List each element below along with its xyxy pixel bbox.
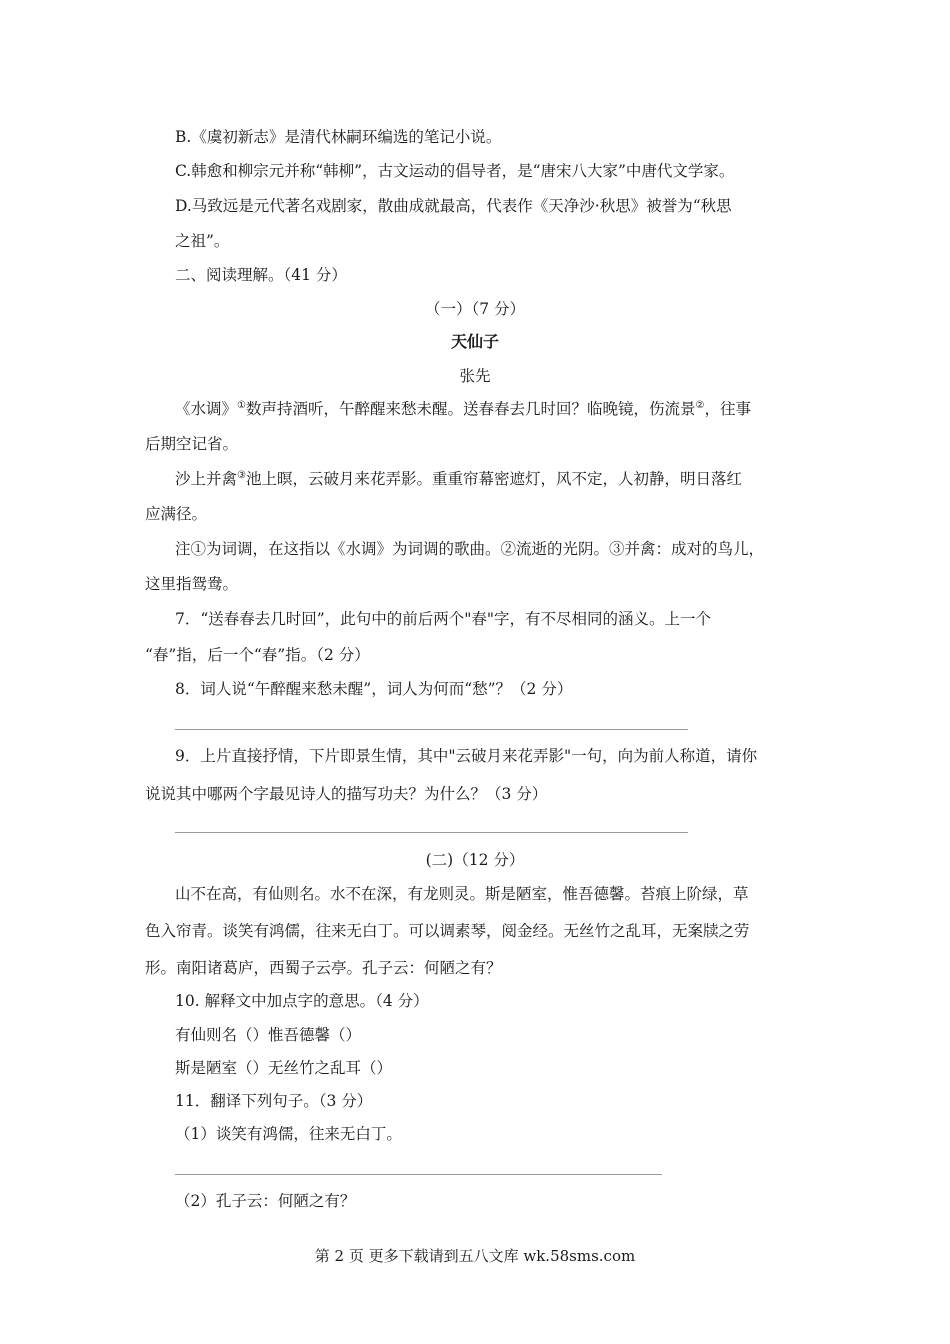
poem-stanza2-line2: 应满径。 xyxy=(145,505,208,523)
question-7-line2: “春”指，后一个“春”指。（2 分） xyxy=(145,646,370,664)
answer-line-q11-1 xyxy=(175,1174,662,1175)
footnote-marker-1: ① xyxy=(237,399,246,411)
question-10-item2: 斯是陋室（）无丝竹之乱耳（） xyxy=(175,1059,393,1077)
section-heading: 二、阅读理解。（41 分） xyxy=(175,266,347,284)
option-c: C.韩愈和柳宗元并称“韩柳”，古文运动的倡导者，是“唐宋八大家”中唐代文学家。 xyxy=(175,162,735,180)
question-10: 10. 解释文中加点字的意思。（4 分） xyxy=(175,992,429,1010)
question-11-item2: （2）孔子云：何陋之有？ xyxy=(175,1192,356,1210)
question-11-item1: （1）谈笑有鸿儒，往来无白丁。 xyxy=(175,1125,402,1143)
footnote-marker-2: ② xyxy=(695,399,705,411)
poem-title: 天仙子 xyxy=(450,332,499,351)
option-b: B.《虞初新志》是清代林嗣环编选的笔记小说。 xyxy=(175,128,502,146)
question-8: 8．词人说“午醉醒来愁未醒”，词人为何而“愁”？（2 分） xyxy=(175,680,573,698)
passage-line3: 形。南阳诸葛庐，西蜀子云亭。孔子云：何陋之有？ xyxy=(145,959,502,977)
question-9-line1: 9．上片直接抒情，下片即景生情，其中"云破月来花弄影"一句，向为前人称道，请你 xyxy=(175,747,758,765)
passage-line2: 色入帘青。谈笑有鸿儒，往来无白丁。可以调素琴，阅金经。无丝竹之乱耳，无案牍之劳 xyxy=(145,922,750,940)
option-d-line1: D.马致远是元代著名戏剧家，散曲成就最高，代表作《天净沙·秋思》被誉为“秋思 xyxy=(175,197,732,215)
page-footer: 第 2 页 更多下载请到五八文库 wk.58sms.com xyxy=(314,1247,636,1265)
option-d-line2: 之祖”。 xyxy=(175,232,230,250)
question-11: 11．翻译下列句子。（3 分） xyxy=(175,1092,373,1110)
footnote-marker-3: ③ xyxy=(237,469,246,481)
poem-stanza1-line1: 《水调》①数声持酒听，午醉醒来愁未醒。送春春去几时回？临晚镜，伤流景②，往事 xyxy=(175,399,751,418)
part1-heading: （一）（7 分） xyxy=(424,300,526,318)
poem-author: 张先 xyxy=(459,367,491,385)
poem-notes-line1: 注①为词调，在这指以《水调》为词调的歌曲。②流逝的光阴。③并禽：成对的鸟儿， xyxy=(175,540,765,558)
question-9-line2: 说说其中哪两个字最见诗人的描写功夫？为什么？（3 分） xyxy=(145,785,548,803)
part2-heading: (二)（12 分） xyxy=(425,851,525,869)
poem-stanza1-line2: 后期空记省。 xyxy=(145,435,239,453)
answer-line-q9 xyxy=(175,832,688,833)
poem-stanza2-line1: 沙上并禽③池上暝，云破月来花弄影。重重帘幕密遮灯，风不定，人初静，明日落红 xyxy=(175,469,742,488)
passage-line1: 山不在高，有仙则名。水不在深，有龙则灵。斯是陋室，惟吾德馨。苔痕上阶绿，草 xyxy=(175,885,749,903)
answer-line-q8 xyxy=(175,729,688,730)
question-7-line1: 7．“送春春去几时回”，此句中的前后两个"春"字，有不尽相同的涵义。上一个 xyxy=(175,610,711,628)
question-10-item1: 有仙则名（）惟吾德馨（） xyxy=(175,1026,362,1044)
poem-notes-line2: 这里指鸳鸯。 xyxy=(145,575,239,593)
